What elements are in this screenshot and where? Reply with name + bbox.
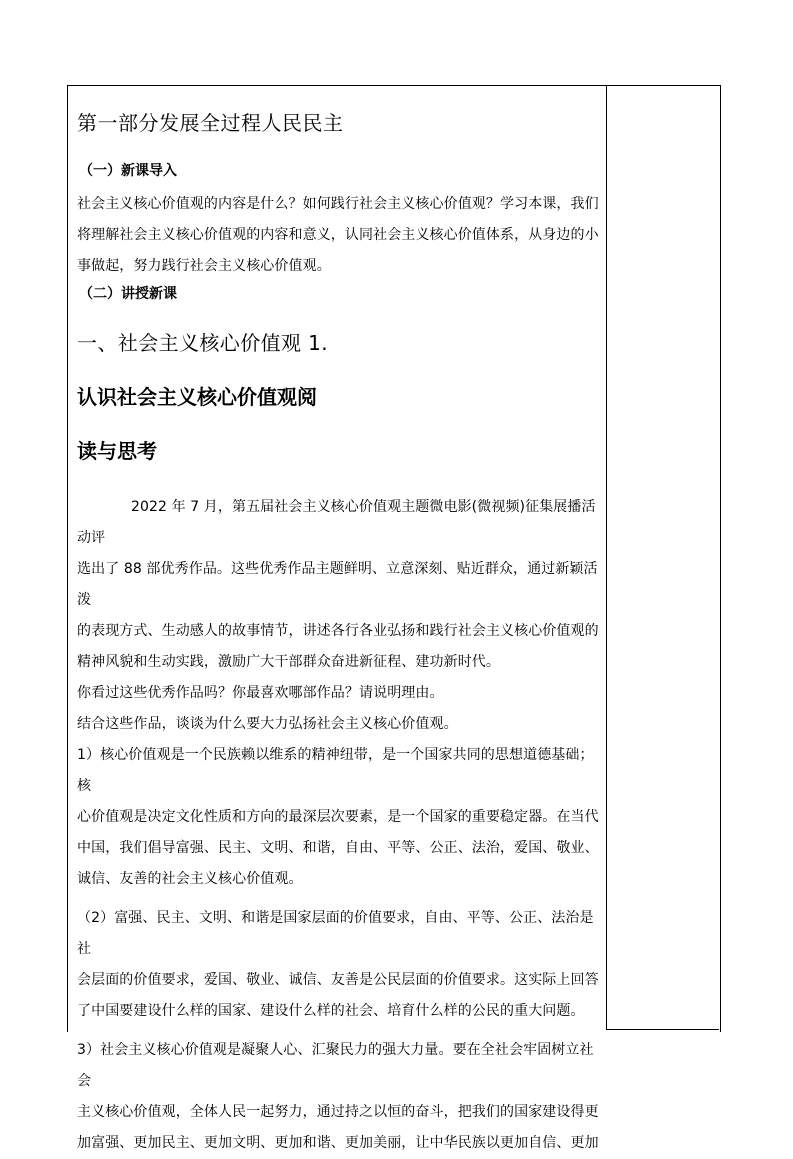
point-1-line: 心价值观是决定文化性质和方向的最深层次要素，是一个国家的重要稳定器。在当代 (77, 809, 599, 825)
column-divider (606, 85, 607, 1030)
right-cell-bottom-border (607, 1029, 719, 1030)
point-2-line: 了中国要建设什么样的国家、建设什么样的社会、培育什么样的公民的重大问题。 (77, 1003, 585, 1019)
question-line: 结合这些作品，谈谈为什么要大力弘扬社会主义核心价值观。 (77, 716, 458, 732)
section-heading-new-lesson: （二）讲授新课 (79, 286, 177, 302)
intro-line: 社会主义核心价值观的内容是什么？如何践行社会主义核心价值观？学习本课，我们 (77, 196, 599, 212)
reading-line: 的表现方式、生动感人的故事情节，讲述各行各业弘扬和践行社会主义核心价值观的 (77, 623, 599, 639)
heading-read-and-think: 读与思考 (77, 439, 157, 463)
intro-line: 事做起，努力践行社会主义核心价值观。 (77, 258, 331, 274)
section-heading-intro: （一）新课导入 (79, 163, 177, 179)
point-1-line: 1）核心价值观是一个民族赖以维系的精神纽带，是一个国家共同的思想道德基础；核 (77, 747, 594, 794)
intro-line: 将理解社会主义核心价值观的内容和意义，认同社会主义核心价值体系，从身边的小 (77, 227, 599, 243)
document-title: 第一部分发展全过程人民民主 (77, 111, 344, 135)
point-3-line: 加富强、更加民主、更加文明、更加和谐、更加美丽，让中华民族以更加自信、更加 (77, 1135, 599, 1151)
point-1-line: 诚信、友善的社会主义核心价值观。 (77, 871, 303, 887)
main-cell-content (77, 108, 603, 1159)
point-2-line: （2）富强、民主、文明、和谐是国家层面的价值要求，自由、平等、公正、法治是社 (77, 910, 594, 957)
point-3-line: 3）社会主义核心价值观是凝聚人心、汇聚民力的强大力量。要在全社会牢固树立社会 (77, 1042, 594, 1089)
point-1-line: 中国，我们倡导富强、民主、文明、和谐，自由、平等、公正、法治，爱国、敬业、 (77, 840, 599, 856)
reading-line: 选出了 88 部优秀作品。这些优秀作品主题鲜明、立意深刻、贴近群众，通过新颖活泼 (77, 561, 598, 608)
point-3-line: 主义核心价值观，全体人民一起努力，通过持之以恒的奋斗，把我们的国家建设得更 (77, 1104, 599, 1120)
heading-recognize-core-values: 认识社会主义核心价值观阅 (77, 385, 317, 409)
reading-line: 精神风貌和生动实践，激励广大干部群众奋进新征程、建功新时代。 (77, 654, 500, 670)
point-2-line: 会层面的价值要求，爱国、敬业、诚信、友善是公民层面的价值要求。这实际上回答 (77, 972, 599, 988)
reading-line: 2022 年 7 月，第五届社会主义核心价值观主题微电影(微视频)征集展播活动评 (77, 499, 596, 546)
question-line: 你看过这些优秀作品吗？你最喜欢哪部作品？请说明理由。 (77, 685, 444, 701)
heading-core-values: 一、社会主义核心价值观 1. (77, 331, 329, 355)
